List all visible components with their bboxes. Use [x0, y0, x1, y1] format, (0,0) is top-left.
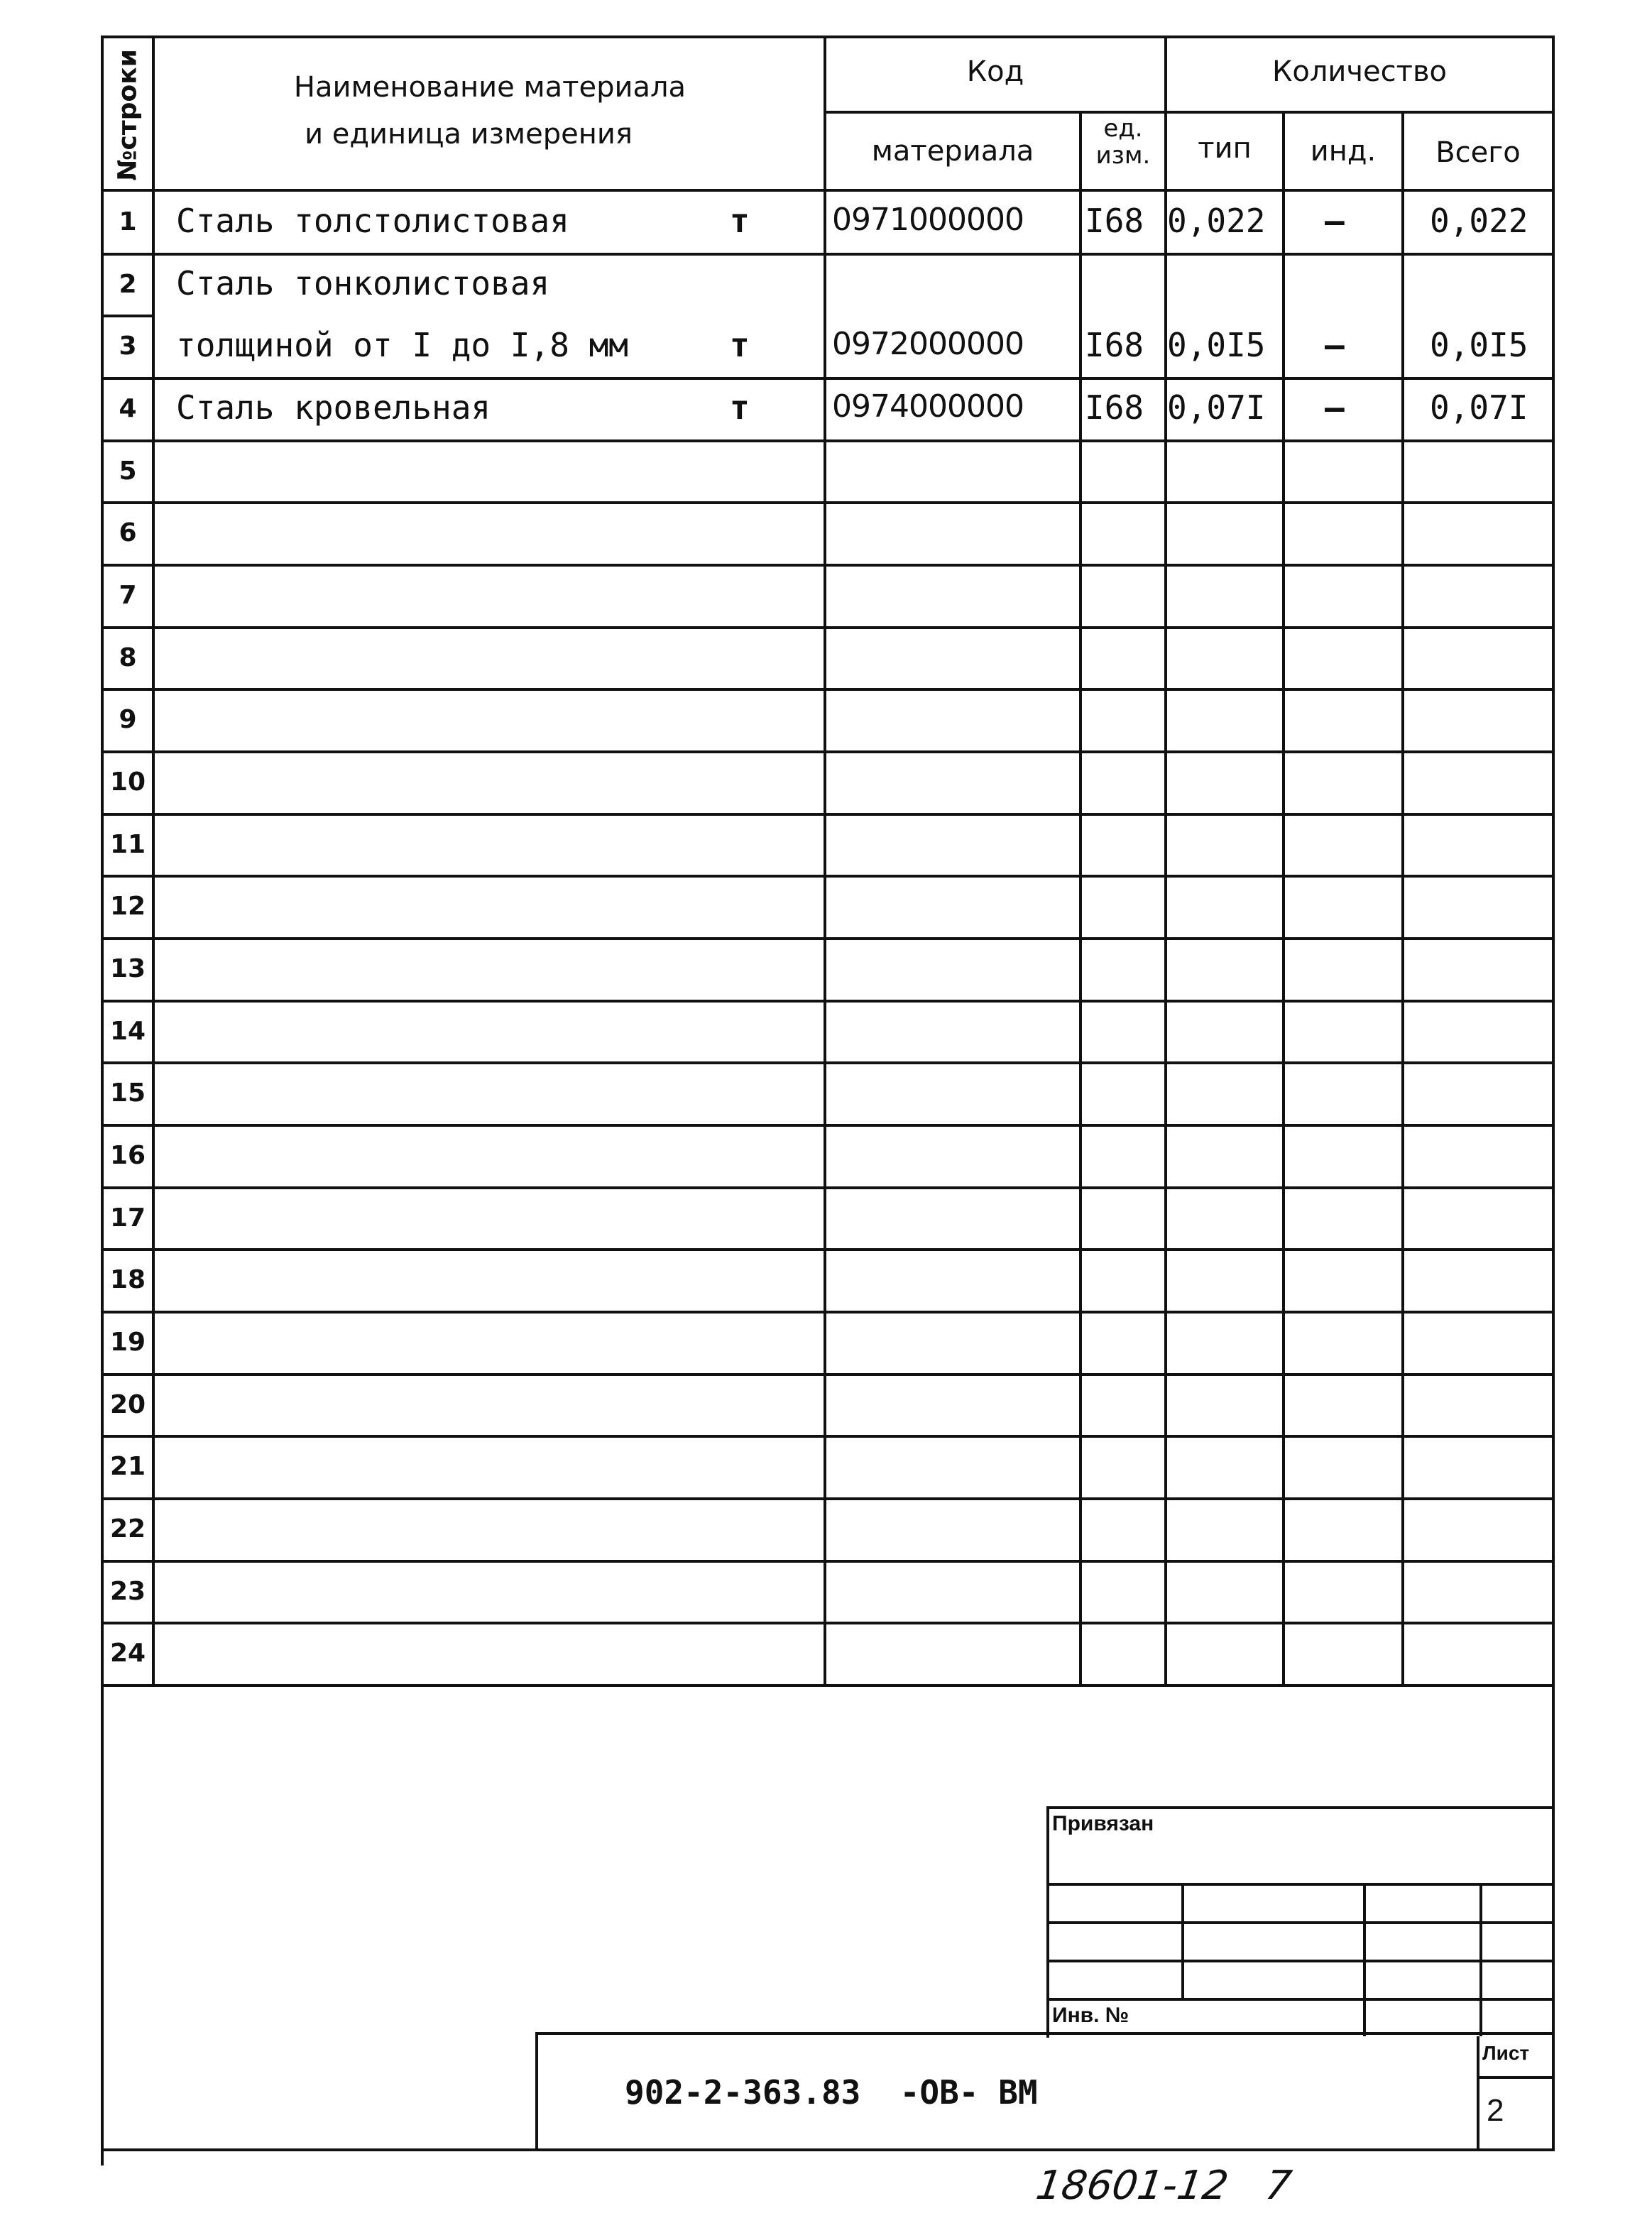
row-number: 24 [109, 1639, 146, 1668]
row-number: 12 [109, 892, 146, 922]
archive-number: 18601-12 7 [1033, 2163, 1295, 2209]
qty-ind-header: инд. [1310, 135, 1377, 168]
sheet-number: 2 [1487, 2093, 1504, 2128]
qty-ind: – [1325, 202, 1345, 240]
row-number: 1 [119, 207, 137, 236]
row-number-header: №строки [113, 49, 143, 181]
row-number: 14 [109, 1016, 146, 1046]
material-name: толщиной от I до I,8 мм [176, 326, 628, 365]
material-name: Сталь кровельная [176, 388, 491, 427]
row-number: 3 [119, 332, 137, 361]
row-number: 18 [109, 1265, 146, 1295]
row-number: 4 [119, 394, 137, 423]
unit-code-header: ед. изм. [1095, 114, 1151, 170]
unit-code: I68 [1085, 202, 1144, 240]
sheet-label: Лист [1482, 2042, 1530, 2064]
bound-label: Привязан [1052, 1812, 1154, 1835]
row-number: 13 [109, 954, 146, 984]
material-name: Сталь тонколистовая [176, 263, 550, 302]
material-code: 0971000000 [832, 202, 1024, 238]
row-number: 11 [109, 829, 146, 859]
qty-total-header: Всего [1435, 136, 1521, 169]
row-number: 16 [109, 1141, 146, 1171]
row-number: 9 [119, 705, 137, 735]
qty-ind: – [1325, 326, 1345, 365]
unit-label: т [730, 202, 750, 240]
row-number: 17 [109, 1203, 146, 1233]
unit-label: т [730, 326, 750, 365]
qty-type-header: тип [1198, 132, 1252, 165]
row-number: 22 [109, 1514, 146, 1544]
qty-total: 0,0I5 [1430, 326, 1528, 365]
row-number: 23 [109, 1576, 146, 1606]
qty-type: 0,0I5 [1167, 326, 1266, 365]
row-number: 19 [109, 1328, 146, 1358]
material-code: 0972000000 [832, 326, 1024, 363]
row-number: 20 [109, 1389, 146, 1419]
row-number: 8 [119, 643, 137, 672]
unit-code: I68 [1085, 326, 1144, 365]
row-number: 2 [119, 269, 137, 299]
material-name: Сталь толстолистовая [176, 202, 569, 240]
unit-label: т [730, 388, 750, 427]
code-group-header: Код [966, 55, 1024, 88]
material-code-header: материала [871, 135, 1034, 168]
unit-measure-header: и единица измерения [305, 118, 633, 151]
qty-type: 0,07I [1167, 388, 1266, 427]
qty-type: 0,022 [1167, 202, 1266, 240]
inventory-number-label: Инв. № [1052, 2004, 1129, 2027]
row-number: 10 [109, 768, 146, 797]
document-code: 902-2-363.83 -ОВ- ВМ [625, 2073, 1038, 2112]
row-number: 7 [119, 581, 137, 611]
unit-code: I68 [1085, 388, 1144, 427]
material-name-header: Наименование материала [293, 71, 686, 104]
row-number: 15 [109, 1078, 146, 1108]
quantity-group-header: Количество [1271, 55, 1447, 88]
qty-ind: – [1325, 388, 1345, 427]
qty-total: 0,022 [1430, 202, 1528, 240]
row-number: 6 [119, 518, 137, 548]
row-number: 21 [109, 1452, 146, 1482]
qty-total: 0,07I [1430, 388, 1528, 427]
row-number: 5 [119, 456, 137, 486]
material-code: 0974000000 [832, 388, 1024, 425]
